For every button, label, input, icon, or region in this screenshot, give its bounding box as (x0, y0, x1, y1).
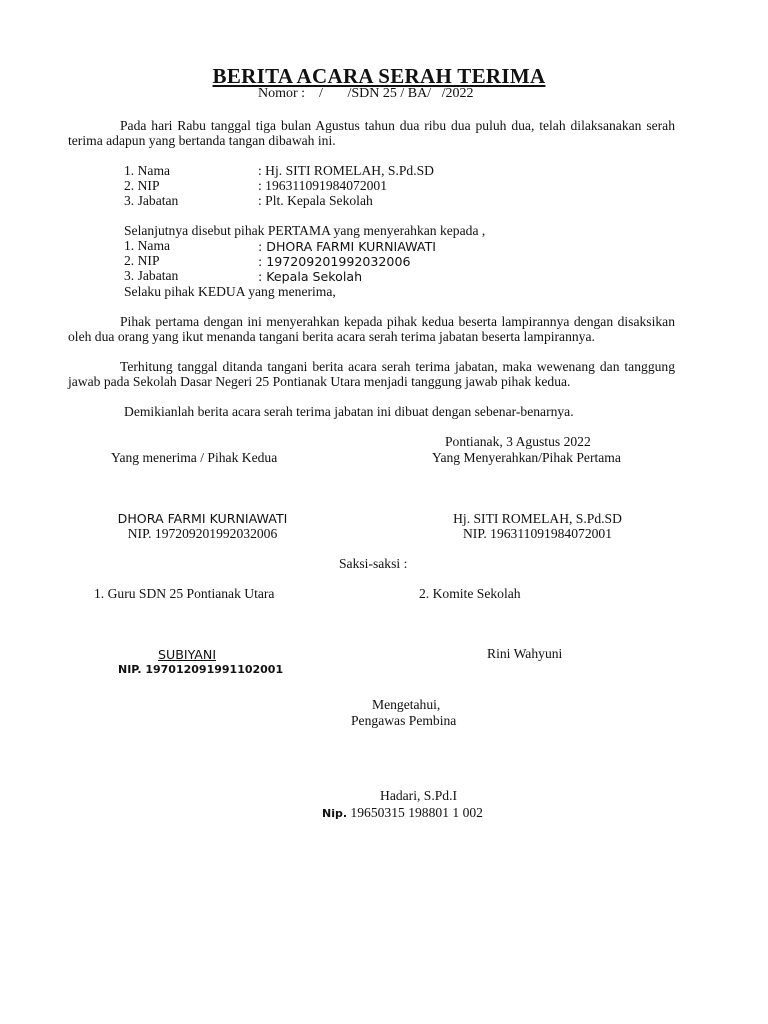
party2-value-nip: : 197209201992032006 (258, 254, 411, 269)
giver-nip: NIP. 196311091984072001 (462, 526, 613, 541)
supervisor-nip-label: Nip. (322, 807, 348, 820)
document-title: BERITA ACARA SERAH TERIMA (212, 64, 546, 88)
receiver-role: Yang menerima / Pihak Kedua (111, 450, 278, 465)
document-number: Nomor : / /SDN 25 / BA/ /2022 (258, 86, 474, 101)
intro-paragraph: Pada hari Rabu tanggal tiga bulan Agustus tahun dua ribu dua puluh dua, telah dilaksanakan serah terima adapun yang bertanda tangan dibawah ini. (68, 118, 675, 148)
witness1-name: SUBIYANI (158, 647, 217, 662)
supervisor-name: Hadari, S.Pd.I (380, 788, 458, 803)
witness1-role: 1. Guru SDN 25 Pontianak Utara (94, 586, 275, 601)
party2-label-jabatan: 3. Jabatan (124, 268, 179, 283)
party1-value-nip: : 196311091984072001 (258, 178, 388, 193)
giver-role: Yang Menyerahkan/Pihak Pertama (432, 450, 621, 465)
party1-label-jabatan: 3. Jabatan (124, 193, 179, 208)
supervisor-nip: 19650315 198801 1 002 (347, 805, 483, 820)
party2-caption: Selaku pihak KEDUA yang menerima, (124, 284, 336, 299)
place-date: Pontianak, 3 Agustus 2022 (445, 434, 591, 449)
giver-name: Hj. SITI ROMELAH, S.Pd.SD (453, 511, 622, 526)
paragraph-closing: Demikianlah berita acara serah terima jabatan ini dibuat dengan sebenar-benarnya. (124, 404, 574, 419)
supervisor-role: Pengawas Pembina (351, 713, 457, 728)
party2-value-jabatan: : Kepala Sekolah (258, 269, 363, 284)
receiver-nip: NIP. 197209201992032006 (127, 526, 278, 541)
witness1-nip: NIP. 197012091991102001 (118, 663, 284, 676)
party1-value-jabatan: : Plt. Kepala Sekolah (258, 193, 373, 208)
party1-caption: Selanjutnya disebut pihak PERTAMA yang menyerahkan kepada , (124, 223, 486, 238)
paragraph-responsibility: Terhitung tanggal ditanda tangani berita acara serah terima jabatan, maka wewenang dan tanggung jawab pada Sekolah Dasar Negeri 25 Pontianak Utara menjadi tanggung jawab pihak kedua. (68, 359, 675, 389)
party1-label-nip: 2. NIP (124, 178, 160, 193)
witnesses-label: Saksi-saksi : (339, 556, 408, 571)
witness2-name: Rini Wahyuni (487, 646, 563, 661)
paragraph-handover: Pihak pertama dengan ini menyerahkan kepada pihak kedua beserta lampirannya dengan disaksikan oleh dua orang yang ikut menanda tangani berita acara serah terima jabatan beserta lampirannya. (68, 314, 675, 344)
knowing-label: Mengetahui, (372, 697, 441, 712)
witness2-role: 2. Komite Sekolah (419, 586, 521, 601)
receiver-name: DHORA FARMI KURNIAWATI (117, 511, 288, 526)
party2-label-nip: 2. NIP (124, 253, 160, 268)
supervisor-nip-line (322, 804, 483, 822)
party1-label-name: 1. Nama (124, 163, 171, 178)
party2-label-name: 1. Nama (124, 238, 171, 253)
party2-value-name: : DHORA FARMI KURNIAWATI (258, 239, 436, 254)
party1-value-name: : Hj. SITI ROMELAH, S.Pd.SD (258, 163, 434, 178)
